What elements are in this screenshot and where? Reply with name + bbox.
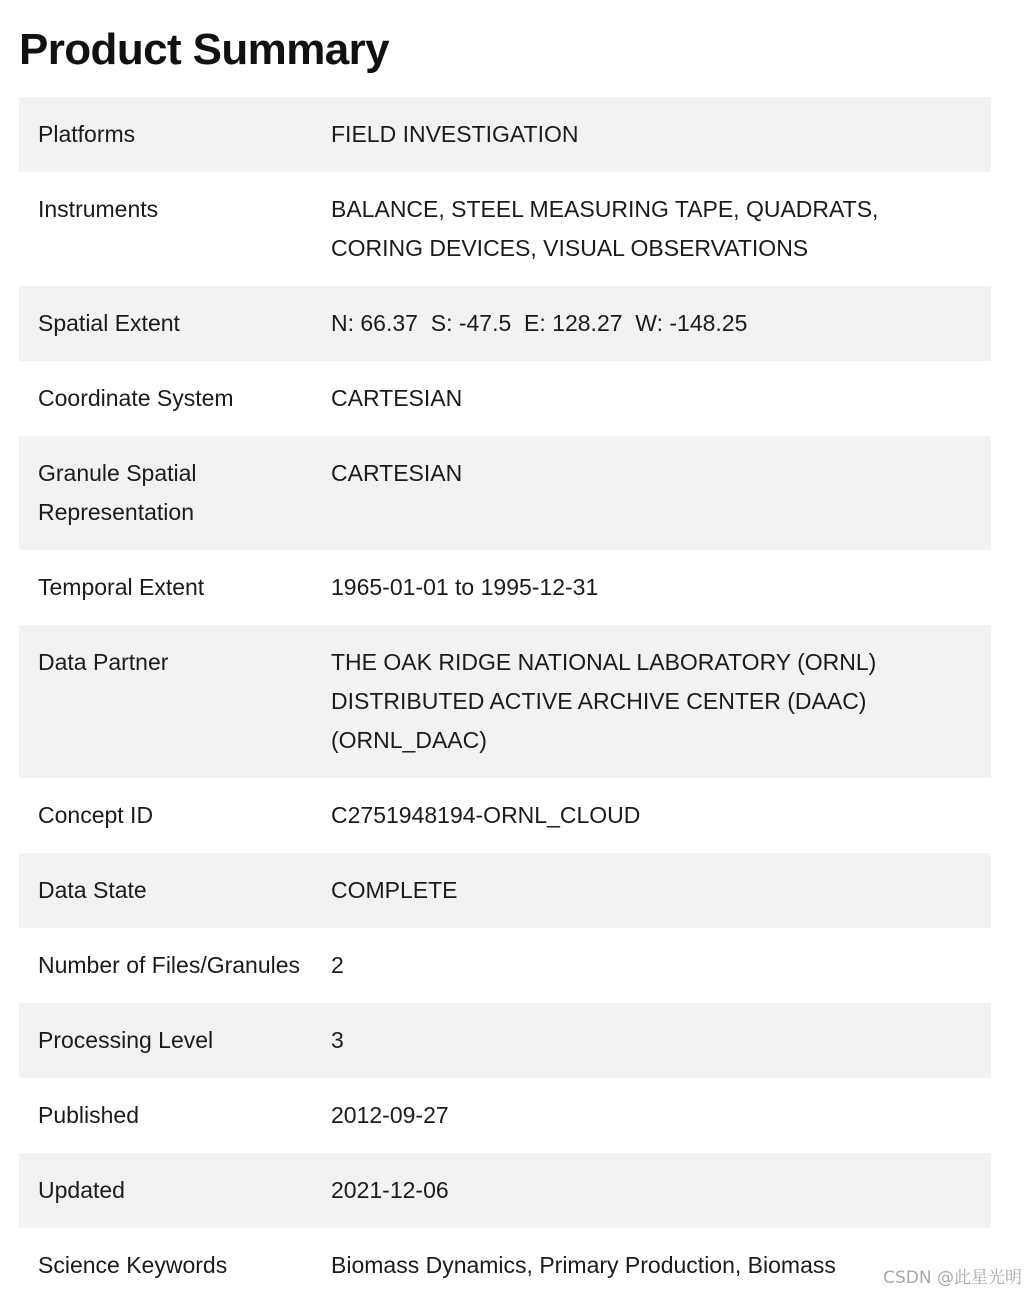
row-value: 1965-01-01 to 1995-12-31 [331, 574, 599, 600]
table-row [19, 853, 991, 928]
table-row [19, 172, 991, 286]
row-label: Concept ID [38, 802, 154, 828]
table-row [19, 550, 991, 625]
table-row [19, 436, 991, 550]
table-row [19, 361, 991, 436]
table-row [19, 1003, 991, 1078]
row-label: Spatial Extent [38, 310, 180, 336]
row-label: Published [38, 1102, 140, 1128]
table-row [19, 928, 991, 1003]
row-label: Instruments [38, 196, 159, 222]
row-label: Platforms [38, 121, 136, 147]
row-value: BALANCE, STEEL MEASURING TAPE, QUADRATS, CORING DEVICES, VISUAL OBSERVATIONS [331, 196, 879, 261]
row-value: C2751948194-ORNL_CLOUD [331, 802, 641, 828]
row-value: COMPLETE [331, 877, 458, 903]
row-value: 3 [331, 1027, 344, 1053]
table-row [19, 1153, 991, 1228]
row-label: Processing Level [38, 1027, 214, 1053]
row-value: FIELD INVESTIGATION [331, 121, 579, 147]
row-label: Data Partner [38, 649, 169, 675]
watermark: CSDN @此星光明 [883, 1268, 1022, 1288]
table-row [19, 1228, 991, 1303]
row-label: Granule Spatial Representation [38, 460, 197, 525]
row-value: THE OAK RIDGE NATIONAL LABORATORY (ORNL) DISTRIBUTED ACTIVE ARCHIVE CENTER (DAAC) (ORNL_DAAC) [331, 649, 877, 753]
summary-table [19, 97, 991, 1303]
row-label: Updated [38, 1177, 125, 1203]
row-label: Coordinate System [38, 385, 234, 411]
table-row [19, 286, 991, 361]
row-value: Biomass Dynamics, Primary Production, Biomass [331, 1252, 836, 1278]
row-value: CARTESIAN [331, 460, 463, 486]
table-row [19, 778, 991, 853]
table-row [19, 625, 991, 778]
row-value: CARTESIAN [331, 385, 463, 411]
table-row [19, 97, 991, 172]
row-label: Science Keywords [38, 1252, 228, 1278]
row-value: 2012-09-27 [331, 1102, 449, 1128]
row-label: Number of Files/Granules [38, 952, 301, 978]
row-value: 2021-12-06 [331, 1177, 449, 1203]
row-label: Data State [38, 877, 147, 903]
row-value: N: 66.37 S: -47.5 E: 128.27 W: -148.25 [331, 310, 748, 336]
page-title: Product Summary [19, 25, 389, 74]
row-label: Temporal Extent [38, 574, 205, 600]
row-value: 2 [331, 952, 344, 978]
product-summary-section [19, 0, 991, 1278]
table-row [19, 1078, 991, 1153]
